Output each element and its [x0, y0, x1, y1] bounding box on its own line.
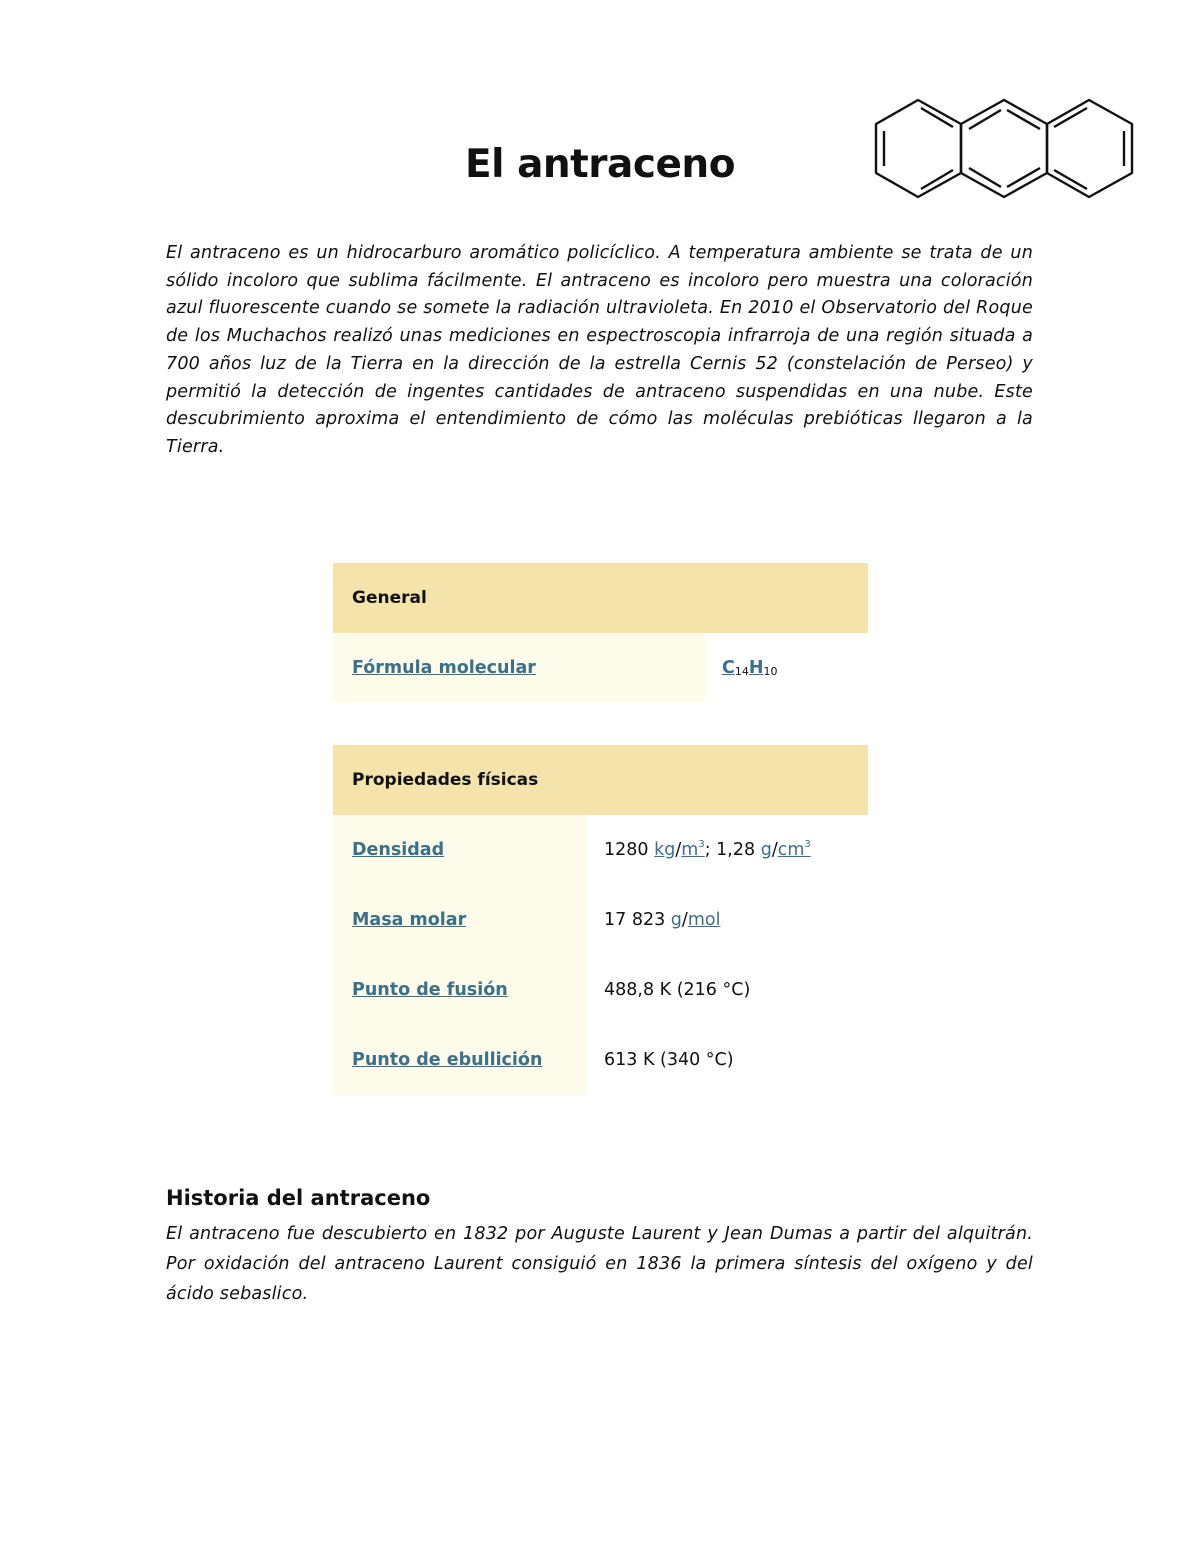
formula-value: [705, 633, 778, 702]
boiling-point-label-cell: [333, 1025, 587, 1095]
mol-link[interactable]: mol: [687, 910, 721, 930]
molar-mass-link[interactable]: Masa molar: [352, 910, 467, 930]
cm3-link[interactable]: [778, 840, 811, 860]
hydrogen-link[interactable]: H: [748, 657, 764, 678]
anthracene-structure-icon: [868, 92, 1138, 204]
m3-link[interactable]: [681, 840, 704, 860]
gram-link[interactable]: g: [670, 910, 682, 930]
density-link[interactable]: Densidad: [352, 840, 445, 860]
unit-separator: /: [675, 840, 682, 860]
table-row: [333, 885, 868, 955]
table-row: [333, 1025, 868, 1095]
molar-mass-value: [587, 885, 720, 955]
carbon-link[interactable]: C: [722, 657, 735, 678]
melting-point-value: 488,8 K (216 °C): [604, 980, 751, 1000]
unit-cm: cm: [777, 840, 805, 860]
page-title: El antraceno: [465, 142, 735, 187]
unit-separator: /: [771, 840, 778, 860]
kg-link[interactable]: kg: [654, 840, 676, 860]
density-label-cell: [333, 815, 587, 885]
density-value-g: ; 1,28: [704, 840, 761, 860]
molar-mass-number: 17 823: [604, 910, 671, 930]
carbon-count: 14: [734, 665, 749, 678]
boiling-point-value: 613 K (340 °C): [604, 1050, 734, 1070]
physical-header: Propiedades físicas: [333, 745, 868, 815]
melting-point-label-cell: [333, 955, 587, 1025]
history-paragraph: El antraceno fue descubierto en 1832 por Auguste Laurent y Jean Dumas a partir del alquitrán. Por oxidación del antraceno Laurent consiguió en 1836 la primera síntesis del oxígeno y del ácido sebaslico.: [166, 1224, 1033, 1304]
g-link[interactable]: g: [760, 840, 772, 860]
unit-m: m: [681, 840, 699, 860]
boiling-point-link[interactable]: Punto de ebullición: [352, 1050, 543, 1070]
general-header: General: [333, 563, 868, 633]
table-row: [333, 955, 868, 1025]
physical-properties-table: [333, 745, 868, 1095]
hydrogen-count: 10: [763, 665, 778, 678]
history-heading: Historia del antraceno: [166, 1186, 431, 1210]
density-value: [587, 815, 811, 885]
intro-paragraph: El antraceno es un hidrocarburo aromático policíclico. A temperatura ambiente se trata de un sólido incoloro que sublima fácilmente. El antraceno es incoloro pero muestra una coloración azul fluorescente cuando se somete la radiación ultravioleta. En 2010 el Observatorio del Roque de los Muchachos realizó unas mediciones en espectroscopia infrarroja de una región situada a 700 años luz de la Tierra en la dirección de la estrella Cernis 52 (constelación de Perseo) y permitió la detección de ingentes cantidades de antraceno suspendidas en una nube. Este descubrimiento aproxima el entendimiento de cómo las moléculas prebióticas llegaron a la Tierra.: [166, 243, 1033, 457]
unit-separator: /: [681, 910, 688, 930]
unit-exponent: 3: [698, 839, 705, 850]
general-table: [333, 563, 868, 702]
density-value-kg: 1280: [604, 840, 655, 860]
table-row: [333, 633, 868, 702]
unit-exponent: 3: [804, 839, 811, 850]
formula-link[interactable]: Fórmula molecular: [352, 657, 536, 678]
melting-point-link[interactable]: Punto de fusión: [352, 980, 508, 1000]
table-row: [333, 815, 868, 885]
molar-mass-label-cell: [333, 885, 587, 955]
formula-label-cell: [333, 633, 705, 702]
